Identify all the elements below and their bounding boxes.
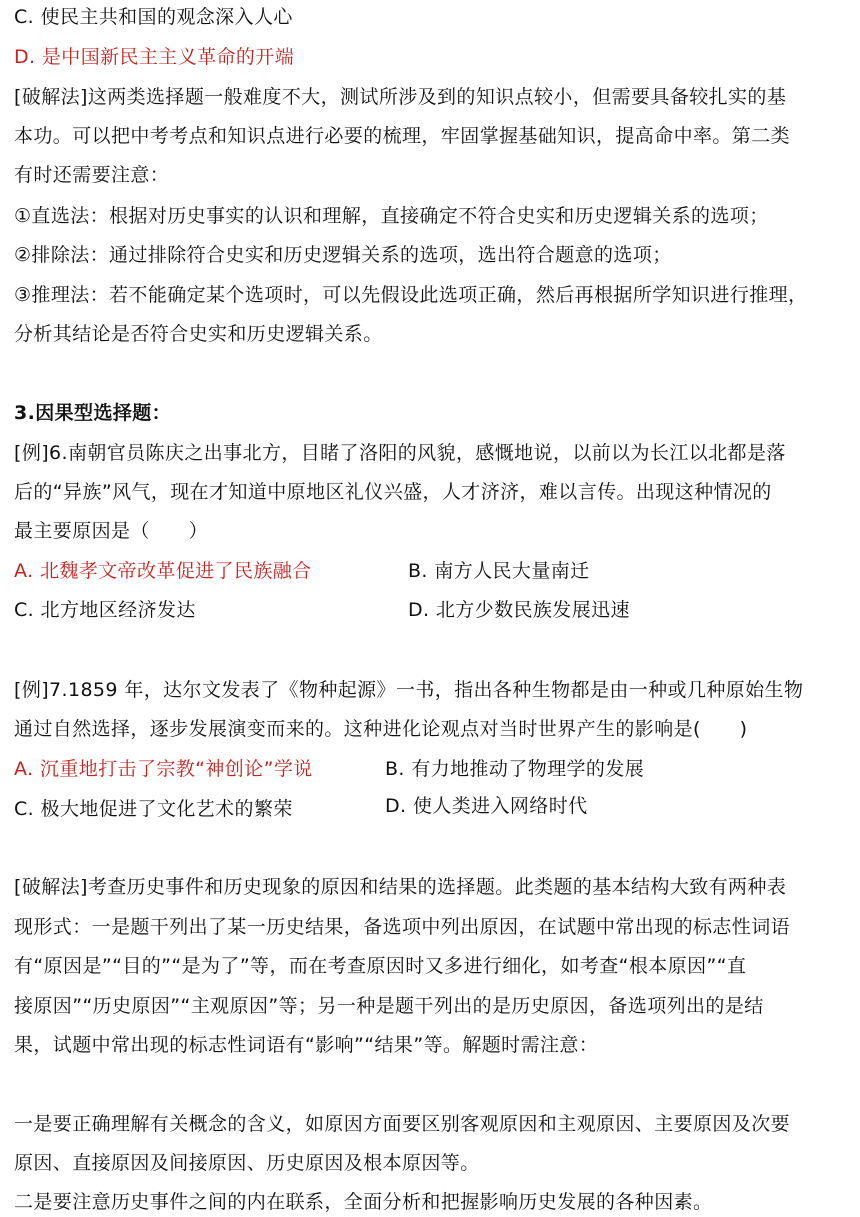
option-d-answer: D. 是中国新民主主义革命的开端 <box>14 46 295 68</box>
note-line: 原因、直接原因及间接原因、历史原因及根本原因等。 <box>14 1152 480 1174</box>
paragraph-line: 现形式：一是题干列出了某一历史结果，备选项中列出原因，在试题中常出现的标志性词语 <box>14 916 791 938</box>
option-c: C. 极大地促进了文化艺术的繁荣 <box>14 798 293 820</box>
tip-item: ③推理法：若不能确定某个选项时，可以先假设此选项正确，然后再根据所学知识进行推理， <box>14 284 808 306</box>
option-a-answer: A. 北魏孝文帝改革促进了民族融合 <box>14 560 312 582</box>
option-b: B. 有力地推动了物理学的发展 <box>385 758 645 780</box>
paragraph-line: 有时还需要注意： <box>14 164 170 186</box>
question-line: [例]7.1859 年，达尔文发表了《物种起源》一书，指出各种生物都是由一种或几种原始生物 <box>14 679 804 701</box>
question-line: 最主要原因是（ ） <box>14 520 209 542</box>
option-c: C. 使民主共和国的观念深入人心 <box>14 6 293 28</box>
question-line: 后的“异族”风气，现在才知道中原地区礼仪兴盛，人才济济，难以言传。出现这种情况的 <box>14 481 772 503</box>
tip-item: 分析其结论是否符合史实和历史逻辑关系。 <box>14 323 383 345</box>
option-b: B. 南方人民大量南迁 <box>408 560 590 582</box>
paragraph-line: 接原因”“历史原因”“主观原因”等；另一种是题干列出的是历史原因，备选项列出的是结 <box>14 995 764 1017</box>
option-d: D. 使人类进入网络时代 <box>385 795 588 817</box>
paragraph-line: 有“原因是”“目的”“是为了”等，而在考查原因时又多进行细化，如考查“根本原因”“直 <box>14 955 747 977</box>
paragraph-line: 果，试题中常出现的标志性词语有“影响”“结果”等。解题时需注意： <box>14 1034 599 1056</box>
option-d: D. 北方少数民族发展迅速 <box>408 599 630 621</box>
option-c: C. 北方地区经济发达 <box>14 599 196 621</box>
section-heading: 3.因果型选择题： <box>14 402 172 424</box>
tip-item: ②排除法：通过排除符合史实和历史逻辑关系的选项，选出符合题意的选项； <box>14 244 672 266</box>
note-line: 一是要正确理解有关概念的含义，如原因方面要区别客观原因和主观原因、主要原因及次要 <box>14 1113 791 1135</box>
option-a-answer: A. 沉重地打击了宗教“神创论”学说 <box>14 758 313 780</box>
tip-item: ①直选法：根据对历史事实的认识和理解，直接确定不符合史实和历史逻辑关系的选项； <box>14 205 769 227</box>
paragraph-line: [破解法]考查历史事件和历史现象的原因和结果的选择题。此类题的基本结构大致有两种表 <box>14 876 787 898</box>
question-line: [例]6.南朝官员陈庆之出事北方，目睹了洛阳的风貌，感慨地说，以前以为长江以北都是落 <box>14 442 786 464</box>
question-line: 通过自然选择，逐步发展演变而来的。这种进化论观点对当时世界产生的影响是( ) <box>14 718 748 740</box>
paragraph-line: [破解法]这两类选择题一般难度不大，测试所涉及到的知识点较小，但需要具备较扎实的基 <box>14 86 787 108</box>
note-line: 二是要注意历史事件之间的内在联系，全面分析和把握影响历史发展的各种因素。 <box>14 1191 713 1213</box>
paragraph-line: 本功。可以把中考考点和知识点进行必要的梳理，牢固掌握基础知识，提高命中率。第二类 <box>14 125 791 147</box>
